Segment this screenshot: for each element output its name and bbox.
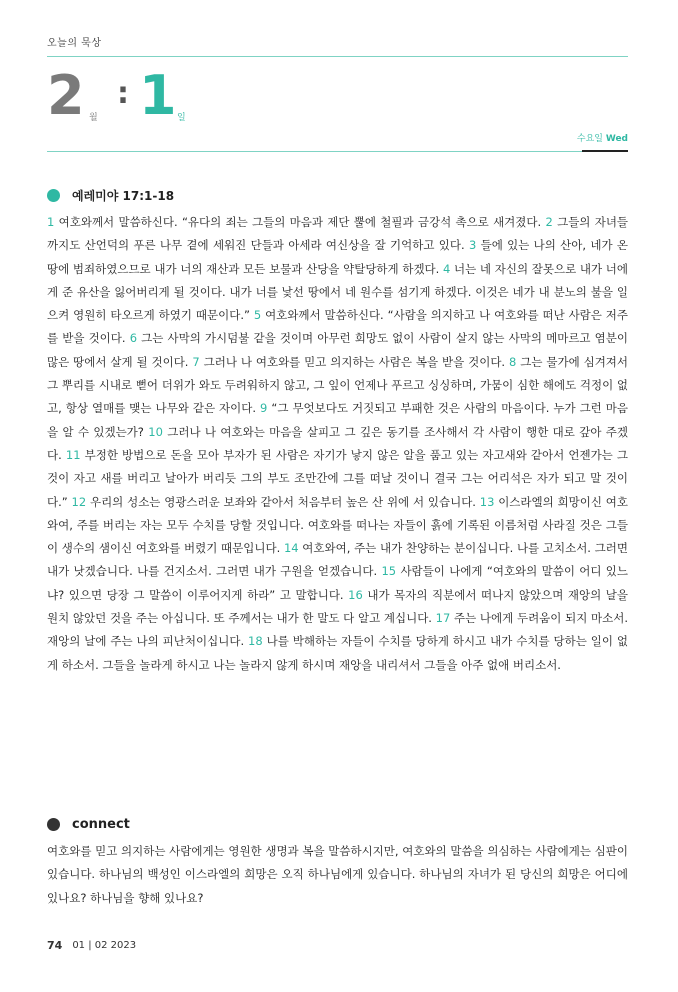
bullet-dot-icon	[47, 189, 60, 202]
verse-text: 그는 사막의 가시덤불 같을 것이며 아무런 희망도 없이 사람이 살지 않는 사막의 메마르고 염분이 많은 땅에서 살게 될 것이다.	[47, 331, 628, 369]
verse-number: 13	[479, 494, 495, 509]
weekday-english: Wed	[605, 134, 628, 144]
section-label: 오늘의 묵상	[47, 38, 102, 49]
date-separator: :	[117, 76, 129, 111]
weekday-korean: 수요일	[576, 134, 603, 144]
verse-text: 이스라엘의 희망이신 여호와여, 주를 버리는 자는 모두 수치를 당할 것입니다. 여호와를 떠나는 자들이 흙에 기록된 이름처럼 사라질 것은 그들이 생수의 샘이신 여호와를 버렸기 때문입니다.	[47, 494, 628, 556]
verse-number: 2	[545, 215, 553, 229]
verse-number: 14	[283, 541, 299, 556]
verse-text: 부정한 방법으로 돈을 모아 부자가 된 사람은 자기가 낳지 않은 알을 품고 있는 자고새와 같아서 언젠가는 그것이 자고 새를 버리고 날아가 버리듯 그의 부도 조만간에 그를 떠날 것이니 결국 그는 어리석은 자가 되고 말 것이다.”	[47, 447, 629, 509]
content-divider	[47, 151, 582, 152]
verse-number: 10	[148, 424, 163, 439]
weekday	[577, 131, 628, 144]
page-number: 74	[47, 939, 63, 952]
verse-number: 1	[47, 215, 55, 229]
connect-title: connect	[72, 817, 130, 832]
verse-text: 여호와께서 말씀하신다. “유다의 죄는 그들의 마음과 제단 뿔에 철필과 금강석 촉으로 새겨졌다.	[58, 215, 542, 229]
month-unit: 월	[89, 113, 98, 123]
weekday-underline	[582, 150, 628, 152]
verse-number: 12	[71, 494, 87, 509]
day-unit: 일	[177, 113, 186, 123]
header-divider	[47, 56, 628, 57]
verse-text: 주는 나에게 두려움이 되지 마소서. 재앙의 날에 주는 나의 피난처이십니다.	[47, 611, 628, 649]
connect-text: 여호와를 믿고 의지하는 사람에게는 영원한 생명과 복을 말씀하시지만, 여호와의 말씀을 의심하는 사람에게는 심판이 있습니다. 하나님의 백성인 이스라엘의 희망은 오직 하나님에게 있습니다. 하나님의 자녀가 된 당신의 희망은 어디에 있나요? 하나님을 향해 있나요?	[47, 844, 628, 905]
verse-text: 들에 있는 나의 산아, 네가 온 땅에 범죄하였으므로 내가 너의 재산과 모든 보물과 산당을 약탈당하게 하겠다.	[47, 238, 628, 276]
verse-text: 여호와께서 말씀하신다. “사람을 의지하고 나 여호와를 떠난 사람은 저주를 받을 것이다.	[47, 308, 629, 346]
verse-text: 그러나 나 여호와는 마음을 살피고 그 깊은 동기를 조사해서 각 사람이 행한 대로 갚아 주겠다.	[47, 424, 629, 462]
page-footer	[47, 939, 136, 952]
verse-text: 사람들이 나에게 “여호와의 말씀이 어디 있느냐? 있으면 당장 그 말씀이 이루어지게 하라” 고 말합니다.	[47, 564, 629, 602]
verse-text: 그는 물가에 심겨져서 그 뿌리를 시내로 뻗어 더위가 와도 두려워하지 않고, 그 잎이 언제나 푸르고 싱싱하며, 가뭄이 심한 해에도 걱정이 없고, 항상 열매를 맺는 나무와 같은 자이다.	[47, 354, 629, 416]
verse-text: 그들의 자녀들까지도 산언덕의 푸른 나무 곁에 세워진 단들과 아세라 여신상을 잘 기억하고 있다.	[47, 215, 629, 253]
verse-number: 8	[509, 354, 517, 369]
verse-text: 여호와여, 주는 내가 찬양하는 분이십니다. 나를 고치소서. 그러면 내가 낫겠습니다. 나를 건지소서. 그러면 내가 구원을 얻겠습니다.	[47, 541, 628, 579]
scripture-reference: 예레미야 17:1-18	[72, 189, 175, 203]
connect-heading	[47, 817, 130, 832]
month-number: 2	[47, 64, 85, 127]
verse-number: 7	[192, 354, 200, 369]
verse-text: “그 무엇보다도 거짓되고 부패한 것은 사람의 마음이다. 누가 그런 마음을 알 수 있겠는가?	[47, 401, 629, 439]
verse-text: 우리의 성소는 영광스러운 보좌와 같아서 처음부터 높은 산 위에 서 있습니다.	[89, 494, 476, 509]
verse-number: 6	[129, 331, 138, 346]
verse-text: 나를 박해하는 자들이 수치를 당하게 하시고 내가 수치를 당하는 일이 없게 하소서. 그들을 놀라게 하시고 나는 놀라지 않게 하시며 재앙을 내리셔서 그들을 아주 없애 버리소서.	[47, 634, 629, 672]
scripture-heading	[47, 187, 174, 204]
scripture-text	[47, 211, 628, 677]
verse-text: 그러나 나 여호와를 믿고 의지하는 사람은 복을 받을 것이다.	[203, 354, 506, 369]
verse-number: 5	[253, 308, 262, 323]
verse-number: 9	[260, 401, 268, 416]
bullet-dot-icon	[47, 818, 60, 831]
verse-number: 17	[435, 611, 451, 626]
verse-text: 너는 네 자신의 잘못으로 내가 너에게 준 유산을 잃어버리게 될 것이다. 내가 너를 낯선 땅에서 네 원수를 섬기게 하겠다. 이것은 네가 내 분노의 불을 일으켜 영원히 타오르게 하였기 때문이다.”	[47, 261, 628, 323]
verse-number: 18	[248, 634, 263, 649]
verse-number: 11	[65, 447, 81, 462]
verse-number: 3	[468, 238, 477, 253]
verse-number: 15	[381, 564, 397, 579]
day-number: 1	[139, 64, 177, 127]
verse-number: 16	[348, 587, 363, 602]
verse-text: 내가 목자의 직분에서 떠나지 않았으며 재앙의 날을 원치 않았던 것을 주는 아십니다. 또 주께서는 내가 한 말도 다 알고 계십니다.	[47, 587, 628, 626]
verse-number: 4	[443, 261, 451, 276]
issue-date: 01 | 02 2023	[72, 940, 137, 951]
